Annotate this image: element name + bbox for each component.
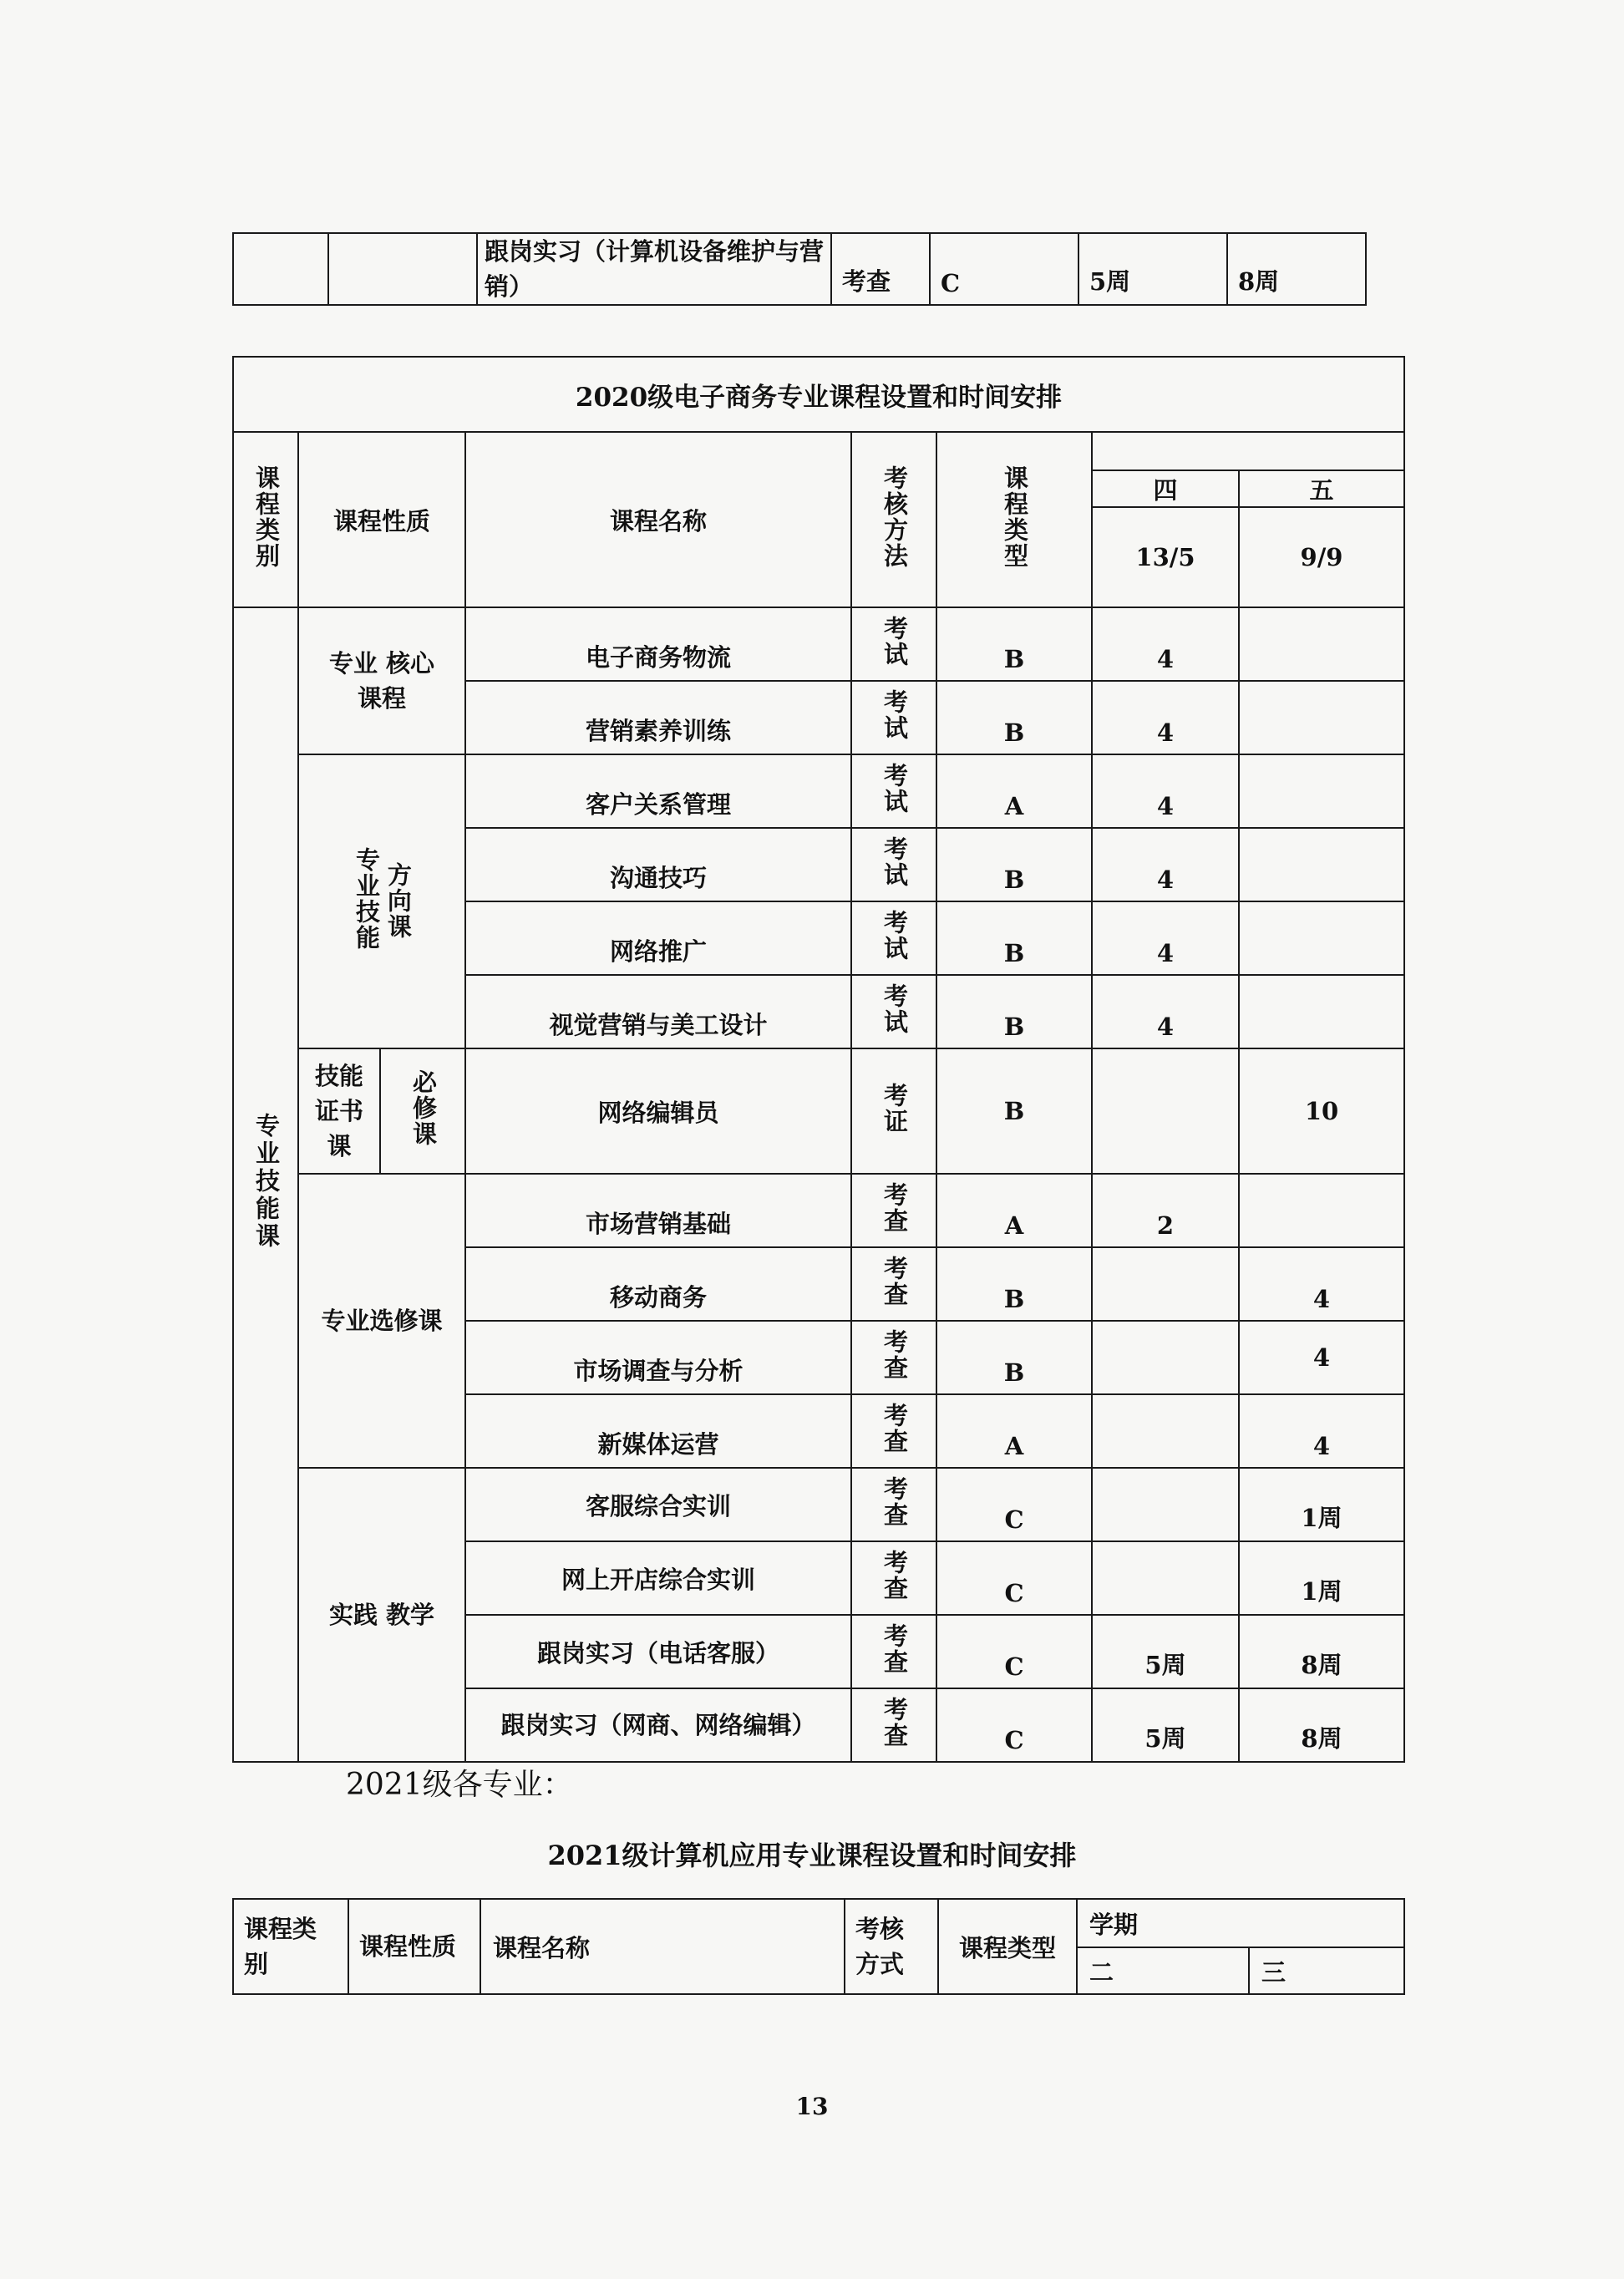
assessment-method: 考证 [880, 1082, 909, 1134]
header-method: 考核方式 [845, 1899, 938, 1994]
group-direction [298, 754, 465, 1048]
assessment-method: 考查 [880, 1402, 909, 1454]
semester-5-value: 8周 [1239, 1688, 1404, 1762]
header-category: 课程类别 [251, 464, 281, 569]
cell-category [233, 233, 328, 305]
course-type: A [936, 1174, 1092, 1247]
course-name: 跟岗实习（计算机设备维护与营销） [477, 233, 831, 305]
header-type: 课程类型 [1000, 464, 1029, 569]
semester-5-value: 8周 [1227, 233, 1366, 305]
assessment-method: 考试 [880, 762, 909, 815]
course-type: C [936, 1468, 1092, 1541]
semester-4-value [1092, 1321, 1239, 1394]
assessment-method: 考试 [880, 688, 909, 741]
group-core: 专业 核心课程 [298, 607, 465, 754]
semester-5-value [1239, 607, 1404, 681]
course-name: 市场调查与分析 [465, 1321, 851, 1394]
group-elective: 专业选修课 [298, 1174, 465, 1468]
page-number: 13 [795, 2093, 829, 2120]
semester-4-value [1092, 1394, 1239, 1468]
course-name: 新媒体运营 [465, 1394, 851, 1468]
assessment-method: 考试 [880, 615, 909, 667]
semester-4-value: 5周 [1092, 1688, 1239, 1762]
course-type: C [936, 1688, 1092, 1762]
table-row [233, 1048, 1404, 1174]
header-weeks-5: 9/9 [1239, 507, 1404, 607]
semester-4-value: 4 [1092, 901, 1239, 975]
header-nature: 课程性质 [348, 1899, 480, 1994]
semester-4-value [1092, 1468, 1239, 1541]
semester-4-value: 2 [1092, 1174, 1239, 1247]
assessment-method: 考试 [880, 835, 909, 888]
computer-curriculum-table [232, 1898, 1405, 1995]
course-name: 网上开店综合实训 [465, 1541, 851, 1615]
header-category: 课程类别 [233, 1899, 348, 1994]
header-term: 学期 [1077, 1899, 1404, 1947]
group-direction-label-a: 方向课 [383, 861, 413, 940]
table-row [233, 1468, 1404, 1541]
assessment-method: 考查 [880, 1622, 909, 1675]
assessment-method: 考查 [880, 1475, 909, 1528]
header-semester-4: 四 [1092, 470, 1239, 507]
header-type: 课程类型 [938, 1899, 1077, 1994]
semester-4-value: 4 [1092, 607, 1239, 681]
top-continuation-table [232, 232, 1367, 306]
assessment-method: 考查 [880, 1696, 909, 1749]
ecommerce-curriculum-table [232, 356, 1405, 1763]
semester-4-value: 4 [1092, 975, 1239, 1048]
semester-4-value [1092, 1247, 1239, 1321]
header-course-name: 课程名称 [465, 432, 851, 607]
semester-5-value: 4 [1239, 1394, 1404, 1468]
course-name: 客户关系管理 [465, 754, 851, 828]
course-type: A [936, 1394, 1092, 1468]
semester-4-value: 5周 [1078, 233, 1227, 305]
header-weeks-4: 13/5 [1092, 507, 1239, 607]
course-name: 沟通技巧 [465, 828, 851, 901]
semester-4-value: 4 [1092, 828, 1239, 901]
course-type: B [936, 607, 1092, 681]
semester-5-value: 8周 [1239, 1615, 1404, 1688]
semester-4-value: 4 [1092, 754, 1239, 828]
group-direction-label-b: 专业技能 [353, 846, 381, 951]
semester-5-value: 4 [1239, 1247, 1404, 1321]
course-name: 网络编辑员 [465, 1048, 851, 1174]
semester-5-value [1239, 828, 1404, 901]
group-cert-a: 技能证书课 [298, 1048, 380, 1174]
course-type: B [936, 1321, 1092, 1394]
course-type: B [936, 1247, 1092, 1321]
course-type: B [936, 681, 1092, 754]
header-course-name: 课程名称 [480, 1899, 845, 1994]
header-semester-5: 五 [1239, 470, 1404, 507]
course-name: 营销素养训练 [465, 681, 851, 754]
semester-5-value [1239, 975, 1404, 1048]
semester-4-value [1092, 1541, 1239, 1615]
semester-5-value [1239, 1174, 1404, 1247]
header-term-blank [1092, 432, 1404, 470]
semester-5-value: 1周 [1239, 1468, 1404, 1541]
table-title: 2020级电子商务专业课程设置和时间安排 [233, 357, 1404, 432]
course-name: 市场营销基础 [465, 1174, 851, 1247]
course-type: B [936, 828, 1092, 901]
assessment-method: 考查 [880, 1328, 909, 1381]
semester-4-value [1092, 1048, 1239, 1174]
table-row [233, 1174, 1404, 1247]
course-type: C [936, 1615, 1092, 1688]
semester-5-value: 1周 [1239, 1541, 1404, 1615]
table-row [233, 607, 1404, 681]
semester-5-value [1239, 754, 1404, 828]
table-row [233, 233, 1366, 305]
course-type: A [936, 754, 1092, 828]
assessment-method: 考查 [880, 1181, 909, 1234]
assessment-method: 考试 [880, 982, 909, 1035]
semester-5-value: 10 [1239, 1048, 1404, 1174]
header-semester-2: 二 [1077, 1947, 1249, 1994]
cell-nature [328, 233, 477, 305]
course-name: 网络推广 [465, 901, 851, 975]
course-type: B [936, 975, 1092, 1048]
computer-table-title: 2021级计算机应用专业课程设置和时间安排 [547, 1840, 1077, 1871]
assessment-method: 考试 [880, 909, 909, 962]
category-label: 专业技能课 [251, 1113, 281, 1251]
course-type: B [936, 901, 1092, 975]
semester-5-value [1239, 901, 1404, 975]
course-name: 视觉营销与美工设计 [465, 975, 851, 1048]
course-name: 电子商务物流 [465, 607, 851, 681]
course-type: C [936, 1541, 1092, 1615]
assessment-method: 考查 [831, 233, 930, 305]
course-type: B [936, 1048, 1092, 1174]
semester-4-value: 4 [1092, 681, 1239, 754]
course-name: 跟岗实习（网商、网络编辑） [465, 1688, 851, 1762]
semester-5-value: 4 [1239, 1321, 1404, 1394]
course-name: 移动商务 [465, 1247, 851, 1321]
group-practice: 实践 教学 [298, 1468, 465, 1762]
course-name: 跟岗实习（电话客服） [465, 1615, 851, 1688]
header-nature: 课程性质 [298, 432, 465, 607]
semester-4-value: 5周 [1092, 1615, 1239, 1688]
table-row [233, 754, 1404, 828]
assessment-method: 考查 [880, 1255, 909, 1307]
assessment-method: 考查 [880, 1549, 909, 1601]
header-method: 考核方法 [880, 464, 909, 569]
group-cert-b: 必修课 [409, 1069, 438, 1147]
section-label: 2021级各专业： [346, 1768, 573, 1802]
course-type: C [930, 233, 1078, 305]
course-name: 客服综合实训 [465, 1468, 851, 1541]
semester-5-value [1239, 681, 1404, 754]
header-semester-3: 三 [1249, 1947, 1404, 1994]
